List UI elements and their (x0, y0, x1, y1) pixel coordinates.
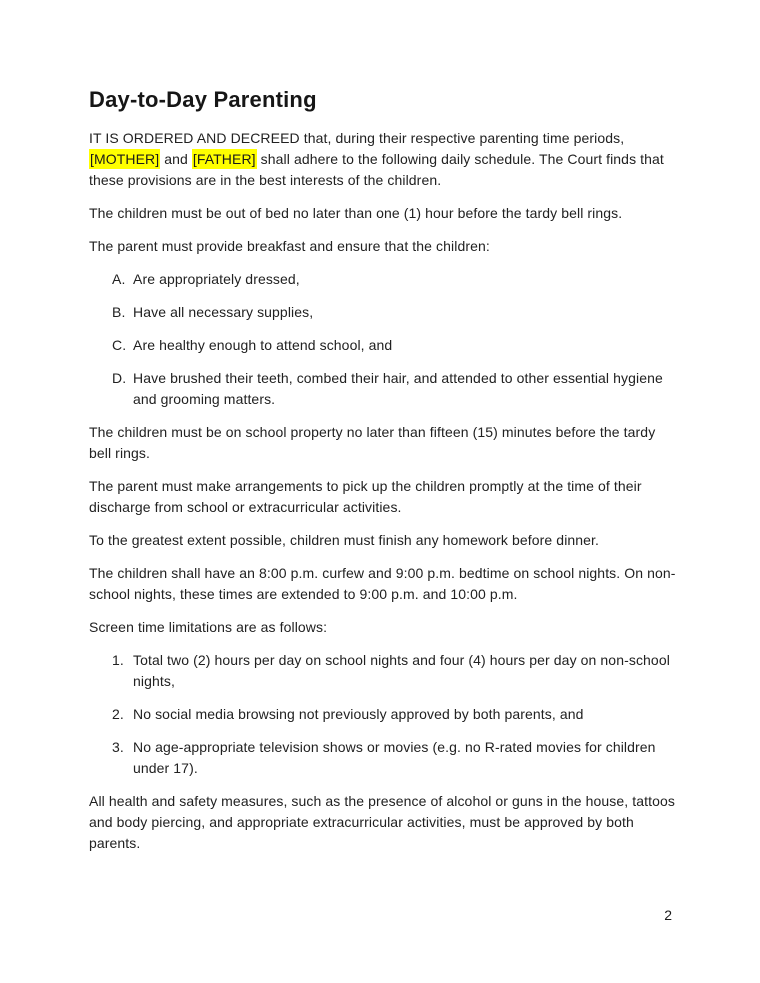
list-marker: C. (112, 337, 127, 353)
paragraph-homework: To the greatest extent possible, children must finish any homework before dinner. (89, 532, 600, 548)
paragraph-health-safety: All health and safety measures, such as the presence of alcohol or guns in the house, tattoos and body piercing, and appropriate extracurricular activities, must be approved by both parents. (89, 793, 675, 851)
list-item-text: No age-appropriate television shows or movies (e.g. no R-rated movies for children under 17). (133, 739, 656, 776)
paragraph-out-of-bed: The children must be out of bed no later than one (1) hour before the tardy bell rings. (89, 205, 623, 221)
paragraph-school-property: The children must be on school property no later than fifteen (15) minutes before the tardy bell rings. (89, 424, 656, 461)
paragraph-curfew: The children shall have an 8:00 p.m. curfew and 9:00 p.m. bedtime on school nights. On non-school nights, these times are extended to 9:00 p.m. and 10:00 p.m. (89, 565, 676, 602)
intro-text-segment: shall adhere to the following daily schedule. The Court finds that these provisions are in the best interests of the children. (89, 151, 664, 188)
list-item (89, 737, 677, 779)
list-item (89, 650, 677, 692)
list-marker: A. (112, 271, 126, 287)
list-item (89, 269, 677, 290)
list-item (89, 302, 677, 323)
list-item-text: Are healthy enough to attend school, and (133, 337, 393, 353)
list-item (89, 704, 677, 725)
lettered-list (89, 269, 677, 410)
paragraph-intro (89, 128, 677, 191)
list-marker: 1. (112, 652, 124, 668)
paragraph-screen-time: Screen time limitations are as follows: (89, 619, 328, 635)
list-item (89, 335, 677, 356)
list-marker: B. (112, 304, 126, 320)
father-placeholder-highlight: [FATHER] (192, 151, 256, 167)
list-marker: 2. (112, 706, 124, 722)
numbered-list (89, 650, 677, 779)
paragraph-breakfast: The parent must provide breakfast and ensure that the children: (89, 238, 490, 254)
list-item-text: Total two (2) hours per day on school nights and four (4) hours per day on non-school nights, (133, 652, 670, 689)
list-item-text: Have brushed their teeth, combed their hair, and attended to other essential hygiene and grooming matters. (133, 370, 663, 407)
page-title: Day-to-Day Parenting (89, 87, 317, 112)
paragraph-pickup: The parent must make arrangements to pick up the children promptly at the time of their discharge from school or extracurricular activities. (89, 478, 642, 515)
page-number: 2 (664, 907, 672, 923)
list-item (89, 368, 677, 410)
list-item-text: No social media browsing not previously approved by both parents, and (133, 706, 584, 722)
intro-text-segment: IT IS ORDERED AND DECREED that, during their respective parenting time periods, (89, 130, 625, 146)
list-marker: D. (112, 370, 127, 386)
mother-placeholder-highlight: [MOTHER] (90, 151, 160, 167)
intro-text-segment: and (160, 151, 192, 167)
list-item-text: Are appropriately dressed, (133, 271, 300, 287)
document-content (89, 86, 677, 854)
list-marker: 3. (112, 739, 124, 755)
list-item-text: Have all necessary supplies, (133, 304, 314, 320)
